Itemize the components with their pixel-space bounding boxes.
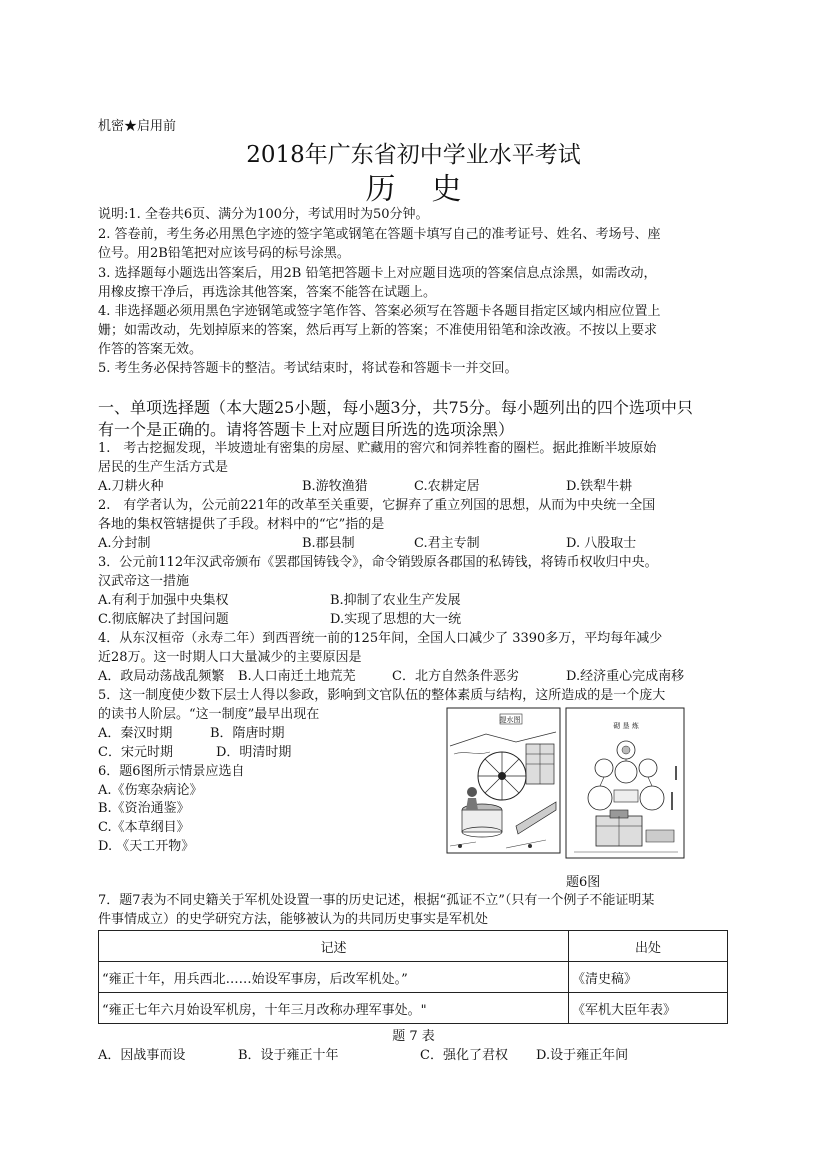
instruction-line: 作答的答案无效。 [98, 342, 203, 357]
question-6-stem: 6．题6图所示情景应选自 [98, 764, 245, 779]
q1-option-c: C.农耕定居 [414, 479, 480, 494]
q5-option-c: C．宋元时期 [98, 745, 173, 760]
q4-option-b: B.人口南迁土地荒芜 [238, 669, 356, 684]
figure-right-label: 砌 垦 炼 [613, 722, 639, 730]
q6-figure-illustration [446, 706, 687, 861]
q6-option-d: D. 《天工开物》 [98, 839, 195, 854]
instruction-line: 5. 考生务必保持答题卡的整洁。考试结束时，将试卷和答题卡一并交回。 [98, 361, 518, 376]
table-row [99, 993, 728, 1024]
question-3-stem: 汉武帝这一措施 [98, 574, 190, 589]
q7-option-c: C．强化了君权 [420, 1048, 508, 1063]
table-7-caption: 题 7 表 [392, 1029, 435, 1044]
instruction-line: 位号。用2B铅笔把对应该号码的标号涂黑。 [98, 246, 350, 261]
question-7-stem: 件事情成立）的史学研究方法，能够被认为的共同历史事实是军机处 [98, 912, 489, 927]
q5-option-d: D．明清时期 [216, 745, 292, 760]
question-2-stem: 2. 有学者认为，公元前221年的改革至关重要，它摒弃了重立列国的思想，从而为中央统一全国 [98, 498, 656, 513]
table-cell-record: “雍正十年，用兵西北……始设军事房，后改军机处。” [99, 962, 569, 993]
q5-option-b: B．隋唐时期 [210, 726, 285, 741]
question-5-stem: 的读书人阶层。“这一制度”最早出现在 [98, 707, 320, 722]
q7-option-d: D.设于雍正年间 [536, 1048, 629, 1063]
question-4-stem: 4．从东汉桓帝（永寿二年）到西晋统一前的125年间，全国人口减少了 3390多万，平均每年减少 [98, 631, 663, 646]
q4-option-c: C．北方自然条件恶劣 [392, 669, 519, 684]
instruction-line: 3. 选择题每小题选出答案后，用2B 铅笔把答题卡上对应题目选项的答案信息点涂黑，如需改动， [98, 266, 657, 281]
q6-option-b: B.《资治通鉴》 [98, 801, 190, 816]
q2-option-a: A.分封制 [98, 536, 151, 551]
q3-option-c: C.彻底解决了封国问题 [98, 612, 229, 627]
q2-option-c: C.君主专制 [414, 536, 480, 551]
table-cell-source: 《清史稿》 [569, 962, 728, 993]
table-header-source: 出处 [569, 931, 728, 962]
question-1-stem: 居民的生产生活方式是 [98, 460, 229, 475]
smelting-diagram [566, 708, 684, 858]
table-row [99, 962, 728, 993]
q3-option-d: D.实现了思想的大一统 [330, 612, 462, 627]
water-lifting-woodcut [447, 708, 560, 853]
q3-option-b: B.抑制了农业生产发展 [330, 593, 461, 608]
q2-option-b: B.郡县制 [302, 536, 355, 551]
table-header-record: 记述 [99, 931, 569, 962]
figure-6-caption: 题6图 [566, 875, 601, 890]
instruction-line: 姗；如需改动，先划掉原来的答案，然后再写上新的答案；不准使用铅笔和涂改液。不按以上要求 [98, 323, 658, 338]
exam-title: 2018年广东省初中学业水平考试 [246, 142, 581, 168]
table-header-row [99, 931, 728, 962]
q3-option-a: A.有利于加强中央集权 [98, 593, 229, 608]
instruction-line: 2. 答卷前，考生务必用黑色字迹的签字笔或钢笔在答题卡填写自己的准考证号、姓名、考场号、座 [98, 227, 661, 242]
instruction-line: 用橡皮擦干净后，再选涂其他答案，答案不能答在试题上。 [98, 285, 437, 300]
question-1-stem: 1. 考古挖掘发现，半坡遗址有密集的房屋、贮藏用的窖穴和饲养牲畜的圈栏。据此推断半坡原始 [98, 441, 657, 456]
q7-option-b: B．设于雍正十年 [238, 1048, 339, 1063]
question-2-stem: 各地的集权管辖提供了手段。材料中的“它”指的是 [98, 517, 385, 532]
q4-option-d: D.经济重心完成南移 [566, 669, 685, 684]
q4-option-a: A．政局动荡战乱频繁 [98, 669, 225, 684]
instruction-line: 说明:1. 全卷共6页、满分为100分，考试用时为50分钟。 [98, 207, 429, 222]
q1-option-a: A.刀耕火种 [98, 479, 164, 494]
table-cell-source: 《军机大臣年表》 [569, 993, 728, 1024]
subject-title: 历史 [365, 172, 498, 207]
section-heading: 一、单项选择题（本大题25小题，每小题3分，共75分。每小题列出的四个选项中只 [98, 398, 693, 417]
figure-left-label: 提水图 [499, 716, 521, 724]
q1-option-d: D.铁犁牛耕 [566, 479, 633, 494]
question-7-stem: 7．题7表为不同史籍关于军机处设置一事的历史记述，根据“孤证不立”（只有一个例子不能证明某 [98, 893, 655, 908]
q6-option-c: C.《本草纲目》 [98, 820, 190, 835]
q6-option-a: A.《伤寒杂病论》 [98, 783, 203, 798]
question-3-stem: 3．公元前112年汉武帝颁布《罢郡国铸钱令》，命令销毁原各郡国的私铸钱，将铸币权收归中央。 [98, 555, 658, 570]
q5-option-a: A．秦汉时期 [98, 726, 173, 741]
question-7-table [98, 930, 728, 1024]
section-heading: 有一个是正确的。请将答题卡上对应题目所选的选项涂黑） [98, 420, 515, 439]
question-5-stem: 5．这一制度使少数下层士人得以参政，影响到文官队伍的整体素质与结构，这所造成的是一个庞大 [98, 688, 666, 703]
table-cell-record: “雍正七年六月始设军机房，十年三月改称办理军事处。" [99, 993, 569, 1024]
secret-mark: 机密★启用前 [98, 119, 177, 134]
q1-option-b: B.游牧渔猎 [302, 479, 368, 494]
q2-option-d: D. 八股取士 [566, 536, 637, 551]
q7-option-a: A．因战事而设 [98, 1048, 186, 1063]
question-4-stem: 近28万。这一时期人口大量减少的主要原因是 [98, 650, 362, 665]
instruction-line: 4. 非选择题必须用黑色字迹钢笔或签字笔作答、答案必须写在答题卡各题目指定区域内相应位置上 [98, 304, 661, 319]
